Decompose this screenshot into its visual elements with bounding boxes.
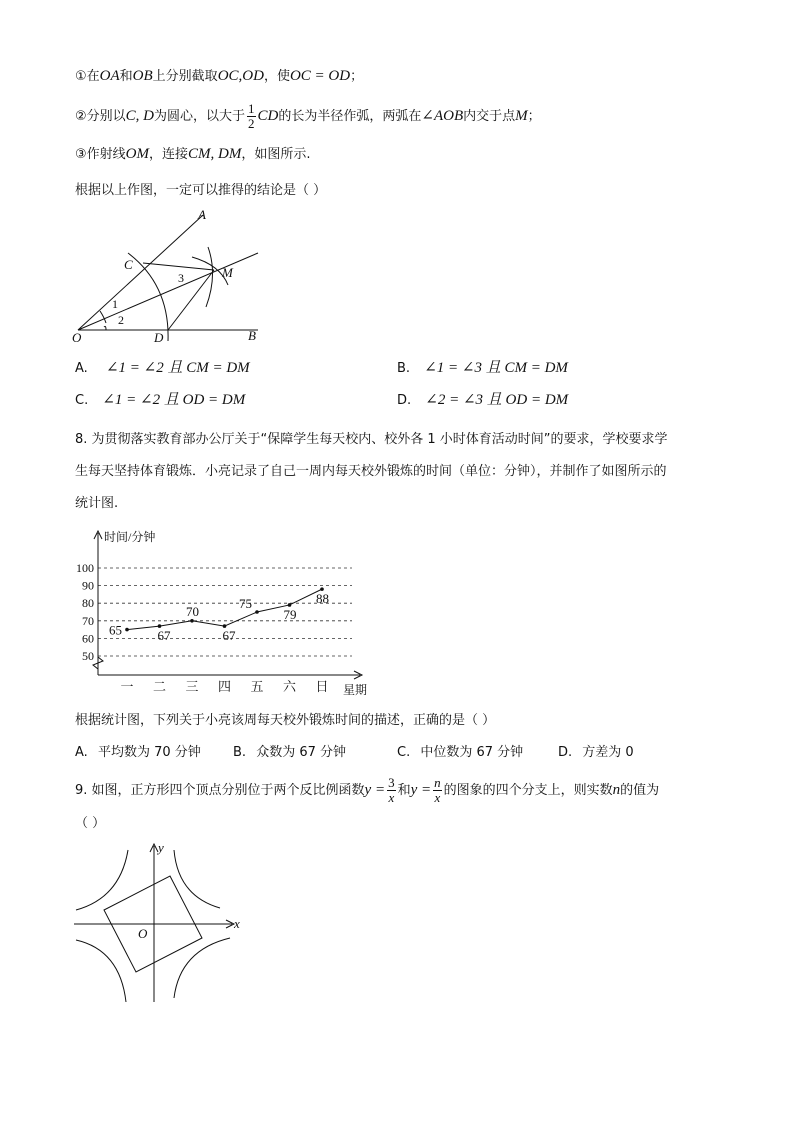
q9-f2-fraction <box>433 776 442 805</box>
data-point <box>255 610 259 614</box>
q8-text-line3: 统计图. <box>75 496 119 511</box>
q7-step2-mid: 为圆心，以大于 <box>154 109 246 124</box>
angle-arc-2 <box>104 326 106 330</box>
option-text: 众数为 67 分钟 <box>256 745 347 760</box>
q7-step2-centers: C, D <box>125 108 154 124</box>
data-label: 70 <box>186 603 199 619</box>
q7-step3-end: ，如图所示. <box>241 147 311 162</box>
label-b: B <box>248 328 256 343</box>
q7-option-d[interactable] <box>397 390 568 411</box>
q7-step1-comma: ，使 <box>263 69 290 84</box>
q9-n: n <box>612 782 621 798</box>
q7-step1-end: ； <box>350 69 364 84</box>
option-key: C. <box>75 393 89 408</box>
arc-d <box>206 247 213 307</box>
q7-step2-fraction <box>247 102 256 131</box>
fraction-numerator: n <box>434 775 441 790</box>
option-text: ∠2 = ∠3 且 OD = DM <box>425 392 569 408</box>
q7-step2-mid2: 的长为半径作弧，两弧在 <box>278 109 422 124</box>
hyperbola-branch-q2 <box>76 850 128 910</box>
q7-step2-cd: CD <box>257 108 279 124</box>
data-point <box>190 619 194 623</box>
data-point <box>125 628 129 632</box>
q7-step3 <box>75 144 310 165</box>
q7-step3-pre: ③作射线 <box>75 147 126 162</box>
data-label: 75 <box>239 596 252 611</box>
option-text: ∠1 = ∠2 且 OD = DM <box>102 392 246 408</box>
label-origin: O <box>138 926 148 941</box>
y-tick-label: 100 <box>76 561 94 575</box>
q8-option-a[interactable] <box>75 743 201 763</box>
angle-arc-1 <box>100 311 106 323</box>
q7-option-c[interactable] <box>75 390 245 411</box>
x-tick-label: 三 <box>185 679 199 694</box>
q7-step3-om: OM <box>125 146 149 162</box>
q7-step1-oa: OA <box>99 68 120 84</box>
ray-oa <box>78 215 203 330</box>
data-label: 67 <box>222 628 236 644</box>
label-a: A <box>198 207 206 222</box>
q8-option-c[interactable] <box>397 743 523 763</box>
x-tick-label: 四 <box>217 679 232 694</box>
option-key: B. <box>397 361 411 376</box>
label-y: y <box>158 840 164 855</box>
q7-step1-segments: OC,OD <box>217 68 264 84</box>
q8-text-line2: 生每天坚持体育锻炼．小亮记录了自己一周内每天校外锻炼的时间（单位：分钟），并制作了如图所示的 <box>75 464 667 479</box>
q7-step2-end: ； <box>527 109 541 124</box>
x-tick-label: 日 <box>315 679 329 694</box>
fraction-denominator: x <box>388 790 395 805</box>
data-label: 65 <box>109 622 122 638</box>
segment-cm <box>143 263 214 270</box>
q8-prompt: 根据统计图，下列关于小亮该周每天校外锻炼时间的描述，正确的是（ ） <box>75 713 496 728</box>
option-text: 平均数为 70 分钟 <box>97 745 201 760</box>
q7-step3-cmdm: CM, DM <box>188 146 242 162</box>
q7-step2-mid3: 内交于点 <box>463 109 516 124</box>
y-tick-label: 60 <box>82 631 94 646</box>
q7-step1-ob: OB <box>132 68 153 84</box>
q9-post2: 的值为 <box>620 783 660 798</box>
x-tick-label: 二 <box>152 679 167 694</box>
option-key: B. <box>233 745 247 760</box>
q8-option-b[interactable] <box>233 743 346 763</box>
q9-and: 和 <box>397 783 411 798</box>
label-angle-1: 1 <box>112 297 118 311</box>
x-tick-label: 一 <box>120 679 134 694</box>
label-m: M <box>222 265 233 280</box>
hyperbola-branch-q3 <box>76 940 126 1002</box>
q7-step1 <box>75 66 363 87</box>
q9-f1-y: y = <box>364 782 386 798</box>
q7-option-a[interactable] <box>75 358 250 379</box>
q7-geometry-figure <box>68 205 268 345</box>
y-tick-label: 90 <box>82 578 94 593</box>
q8-option-d[interactable] <box>558 743 634 763</box>
label-x: x <box>234 916 240 931</box>
q7-step3-mid: ，连接 <box>148 147 188 162</box>
label-o: O <box>72 330 82 345</box>
option-key: A. <box>75 745 88 760</box>
option-key: D. <box>558 745 573 760</box>
segment-dm <box>168 270 214 330</box>
q7-step1-equation: OC = OD <box>289 68 351 84</box>
hyperbola-branch-q1 <box>174 850 220 908</box>
q8-text-line1: 8. 为贯彻落实教育部办公厅关于“保障学生每天校内、校外各 1 小时体育活动时间”的要求，学校要求学 <box>75 432 668 447</box>
q9-post: 的图象的四个分支上，则实数 <box>443 783 613 798</box>
option-text: ∠1 = ∠2 且 CM = DM <box>105 360 250 376</box>
option-key: C. <box>397 745 411 760</box>
q7-step1-and: 和 <box>119 69 133 84</box>
label-d: D <box>154 330 164 345</box>
fraction-denominator: x <box>434 790 441 805</box>
q7-step1-mid: 上分别截取 <box>152 69 218 84</box>
y-tick-label: 70 <box>82 613 94 628</box>
q7-option-b[interactable] <box>397 358 568 379</box>
fraction-numerator: 1 <box>248 101 255 116</box>
q8-line-chart <box>70 525 390 700</box>
data-label: 88 <box>316 591 329 607</box>
q7-step2-pre: ②分别以 <box>75 109 126 124</box>
label-c: C <box>124 257 133 272</box>
q7-step2 <box>75 102 541 131</box>
q7-step1-pre: ①在 <box>75 69 100 84</box>
x-tick-label: 五 <box>250 679 264 694</box>
y-axis-label: 时间/分钟 <box>104 530 156 544</box>
hyperbola-branch-q4 <box>174 938 230 998</box>
data-label: 79 <box>283 606 297 622</box>
q7-step2-m: M <box>515 108 528 124</box>
option-text: 中位数为 67 分钟 <box>420 745 524 760</box>
y-tick-label: 80 <box>82 596 94 611</box>
q9-f1-fraction <box>387 776 396 805</box>
x-axis-label: 星期 <box>343 683 368 697</box>
label-angle-3: 3 <box>178 271 184 285</box>
q9-pre: 9. 如图，正方形四个顶点分别位于两个反比例函数 <box>75 783 365 798</box>
y-tick-label: 50 <box>82 649 94 663</box>
fraction-numerator: 3 <box>388 775 395 790</box>
q9-f2-y: y = <box>410 782 432 798</box>
q9-paren: （ ） <box>75 816 106 831</box>
q7-step2-angle: ∠AOB <box>421 108 464 124</box>
fraction-denominator: 2 <box>248 116 255 131</box>
x-tick-label: 六 <box>282 679 297 694</box>
data-label: 67 <box>157 628 171 644</box>
label-angle-2: 2 <box>118 313 124 327</box>
option-text: ∠1 = ∠3 且 CM = DM <box>424 360 568 376</box>
q7-prompt: 根据以上作图，一定可以推得的结论是（ ） <box>75 183 327 198</box>
q9-question <box>75 776 659 805</box>
option-key: D. <box>397 393 412 408</box>
q9-hyperbola-figure <box>70 838 250 1008</box>
option-text: 方差为 0 <box>582 745 634 760</box>
option-key: A. <box>75 361 88 376</box>
